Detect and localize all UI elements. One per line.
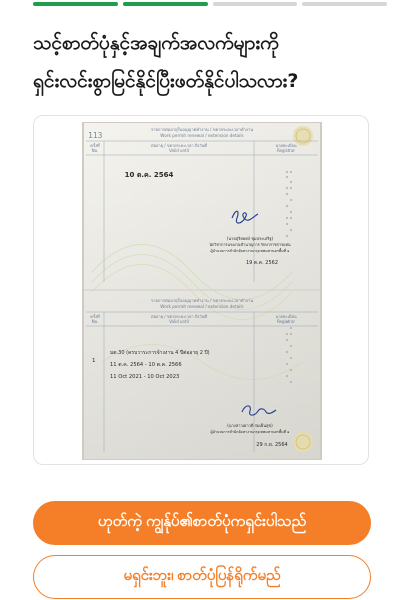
col2-valid-th: ต่ออายุ / ขยายระยะเวลา ถึงวันที่	[151, 314, 207, 319]
page-number: 113	[88, 131, 103, 140]
entry2-officer-name: (นางสาวเยาวดี ร่มเย็นสุข)	[227, 423, 273, 428]
entry2-number: 1	[92, 358, 96, 364]
work-permit-photo	[82, 122, 322, 460]
entry2-signed-date: 29 ก.ย. 2564	[256, 442, 288, 448]
progress-segment-3	[213, 2, 298, 6]
entry1-officer-title: นักวิชาการแรงงานชำนาญการ รักษาราชการแทน	[209, 242, 291, 247]
col-no-en: No.	[91, 148, 99, 153]
section2-title-en: Work permit renewal / extension details	[160, 304, 244, 309]
entry2-line3: 11 Oct 2021 - 10 Oct 2023	[110, 374, 180, 380]
entry1-valid-date: 10 ต.ค. 2564	[124, 171, 174, 179]
entry2-line1: มต.30 (ครบวาระการจ้างงาน 4 ปีต่ออายุ 2 ปี)	[110, 350, 210, 356]
step-progress-bar	[33, 2, 387, 6]
col2-registrar-en: Registrar	[276, 319, 296, 324]
question-line-2: ရှင်းလင်းစွာမြင်နိုင်ပြီးဖတ်နိုင်ပါသလား?	[33, 70, 299, 92]
col-valid-th: ต่ออายุ / ขยายระยะเวลา ถึงวันที่	[151, 143, 207, 148]
entry1-signed-date: 19 ต.ค. 2562	[245, 260, 279, 266]
entry1-officer-office: ผู้อำนวยการสำนักจัดหางานกรุงเทพมหานครพื้นที่ ๑	[210, 249, 290, 253]
confirm-photo-clear-label: ဟုတ်ကဲ့ ကျွန်ုပ်၏စာတ်ပုံကရှင်းပါသည်	[97, 513, 307, 530]
col2-registrar-th: นายทะเบียน	[275, 314, 297, 319]
question-line-1: သင့်စာတ်ပုံနှင့်အချက်အလက်များကို	[33, 32, 279, 54]
confirm-photo-clear-button[interactable]	[33, 501, 371, 545]
question-title	[33, 24, 373, 100]
col2-valid-en: Valid until	[169, 319, 189, 324]
col2-no-th: ครั้งที่	[90, 314, 100, 319]
progress-segment-2	[123, 2, 208, 6]
col-valid-en: Valid until	[169, 148, 189, 153]
retake-photo-button[interactable]	[33, 555, 371, 599]
section2-title-th: รายการต่ออายุใบอนุญาตทำงาน / ขยายระยะเวลาทำงาน	[150, 298, 254, 303]
section1-title-en: Work permit renewal / extension details	[160, 133, 244, 138]
photo-preview-card	[33, 115, 369, 465]
entry1-officer-name: (นายสุริยพงษ์ ชุมประเสริฐ)	[226, 236, 274, 241]
retake-photo-label: မရှင်းဘူး၊ စာတ်ပုံပြန်ရိုက်မည်	[123, 567, 281, 584]
progress-segment-1	[33, 2, 118, 6]
entry2-line2: 11 ต.ค. 2564 - 10 ต.ค. 2566	[110, 362, 182, 368]
entry2-officer-office: ผู้อำนวยการสำนักจัดหางานกรุงเทพมหานครพื้นที่ ๑	[210, 430, 290, 434]
col-no-th: ครั้งที่	[90, 143, 100, 148]
col-registrar-th: นายทะเบียน	[275, 143, 297, 148]
progress-segment-4	[302, 2, 387, 6]
col2-no-en: No.	[91, 319, 99, 324]
section1-title-th: รายการต่ออายุใบอนุญาตทำงาน / ขยายระยะเวลาทำงาน	[150, 127, 254, 132]
col-registrar-en: Registrar	[276, 148, 296, 153]
